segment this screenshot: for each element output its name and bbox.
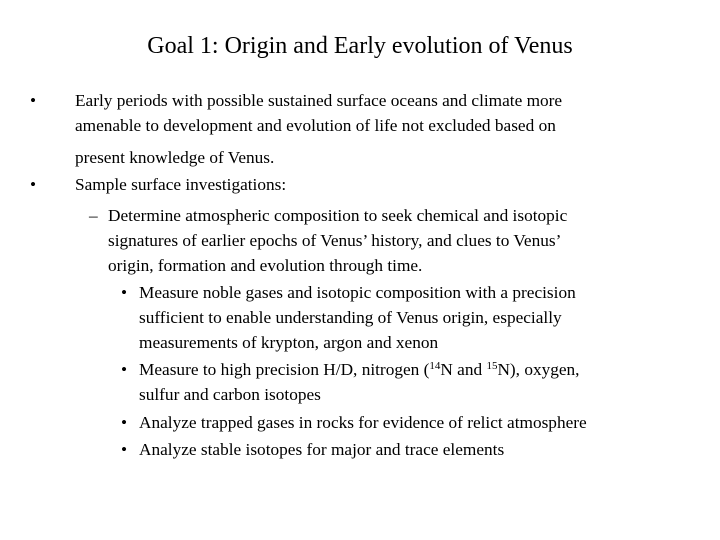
bullet1-line3: present knowledge of Venus.: [75, 148, 275, 167]
noble-line2: sufficient to enable understanding of Venus origin, especially: [139, 308, 562, 327]
isotopes-line1: [139, 359, 580, 381]
bullet1-line1: Early periods with possible sustained surface oceans and climate more: [75, 91, 563, 110]
sub-line3: origin, formation and evolution through time.: [108, 256, 423, 275]
bullet1-line2: amenable to development and evolution of life not excluded based on: [75, 116, 556, 135]
sub-line2: signatures of earlier epochs of Venus’ history, and clues to Venus’: [108, 231, 562, 250]
isotopes-line2: sulfur and carbon isotopes: [139, 385, 321, 404]
bullet-marker: •: [121, 413, 128, 432]
isotope-superscript: 15: [486, 360, 498, 372]
noble-line1: Measure noble gases and isotopic composition with a precision: [139, 283, 576, 302]
dash-marker: –: [89, 206, 98, 225]
sub-line1: Determine atmospheric composition to seek chemical and isotopic: [108, 206, 568, 225]
bullet-marker: •: [30, 91, 37, 110]
slide-title: Goal 1: Origin and Early evolution of Venus: [147, 33, 573, 59]
bullet-marker: •: [121, 440, 128, 459]
bullet-marker: •: [30, 175, 37, 194]
bullet-marker: •: [121, 283, 128, 302]
isotopes-text-post: N), oxygen,: [497, 360, 580, 379]
trapped-line: Analyze trapped gases in rocks for evidence of relict atmosphere: [139, 413, 587, 432]
isotopes-text-mid: N and: [440, 360, 487, 379]
bullet2-text: Sample surface investigations:: [75, 175, 287, 194]
stable-line: Analyze stable isotopes for major and trace elements: [139, 440, 505, 459]
isotope-superscript: 14: [429, 360, 441, 372]
isotopes-text-pre: Measure to high precision H/D, nitrogen (: [139, 360, 430, 379]
noble-line3: measurements of krypton, argon and xenon: [139, 333, 439, 352]
bullet-marker: •: [121, 360, 128, 379]
